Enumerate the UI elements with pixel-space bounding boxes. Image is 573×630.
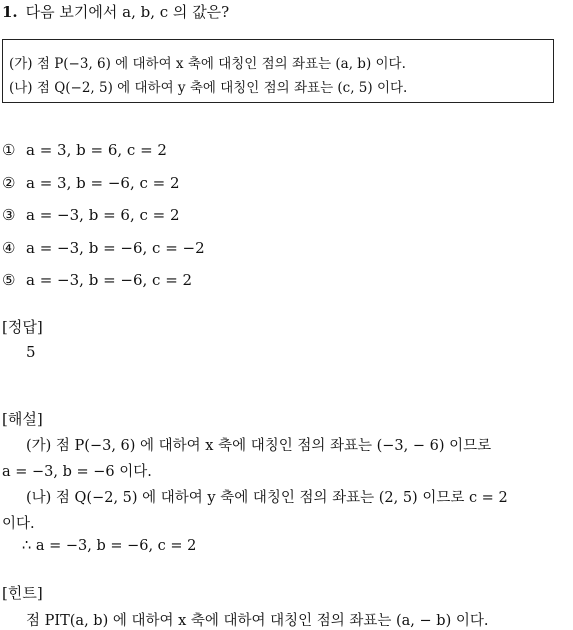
choice-marker: ⑤ [2, 271, 16, 289]
explanation-heading: [해설] [2, 410, 43, 428]
explanation-line-1: (가) 점 P(−3, 6) 에 대하여 x 축에 대칭인 점의 좌표는 (−3, − 6) 이므로 [26, 438, 492, 454]
choice-marker: ③ [2, 206, 16, 224]
choice-text: a = 3, b = −6, c = 2 [26, 174, 180, 192]
choice-4[interactable] [2, 239, 205, 257]
answer-value: 5 [26, 343, 36, 361]
choice-2[interactable] [2, 174, 180, 192]
explanation-line-3: (나) 점 Q(−2, 5) 에 대하여 y 축에 대칭인 점의 좌표는 (2, 5) 이므로 c = 2 [26, 490, 508, 506]
choice-3[interactable] [2, 206, 180, 224]
answer-heading: [정답] [2, 318, 43, 336]
choice-marker: ① [2, 141, 16, 159]
condition-ga: (가) 점 P(−3, 6) 에 대하여 x 축에 대칭인 점의 좌표는 (a, b) 이다. [9, 56, 406, 72]
choice-marker: ④ [2, 239, 16, 257]
choice-text: a = −3, b = 6, c = 2 [26, 206, 180, 224]
choice-text: a = −3, b = −6, c = −2 [26, 239, 205, 257]
choice-text: a = 3, b = 6, c = 2 [26, 141, 167, 159]
question-number: 1. [2, 3, 18, 21]
given-conditions-box [2, 39, 554, 103]
question-stem: 다음 보기에서 a, b, c 의 값은? [25, 3, 230, 21]
choice-1[interactable] [2, 141, 167, 159]
choice-5[interactable] [2, 271, 192, 289]
condition-na: (나) 점 Q(−2, 5) 에 대하여 y 축에 대칭인 점의 좌표는 (c, 5) 이다. [9, 80, 408, 96]
hint-heading: [힌트] [2, 584, 43, 602]
explanation-line-4: 이다. [2, 516, 35, 532]
hint-line-1: 점 PIT(a, b) 에 대하여 x 축에 대하여 대칭인 점의 좌표는 (a, − b) 이다. [26, 613, 489, 629]
explanation-conclusion: ∴ a = −3, b = −6, c = 2 [22, 538, 197, 554]
explanation-line-2: a = −3, b = −6 이다. [2, 464, 152, 480]
choice-marker: ② [2, 174, 16, 192]
question-header [2, 1, 229, 22]
choice-text: a = −3, b = −6, c = 2 [26, 271, 193, 289]
